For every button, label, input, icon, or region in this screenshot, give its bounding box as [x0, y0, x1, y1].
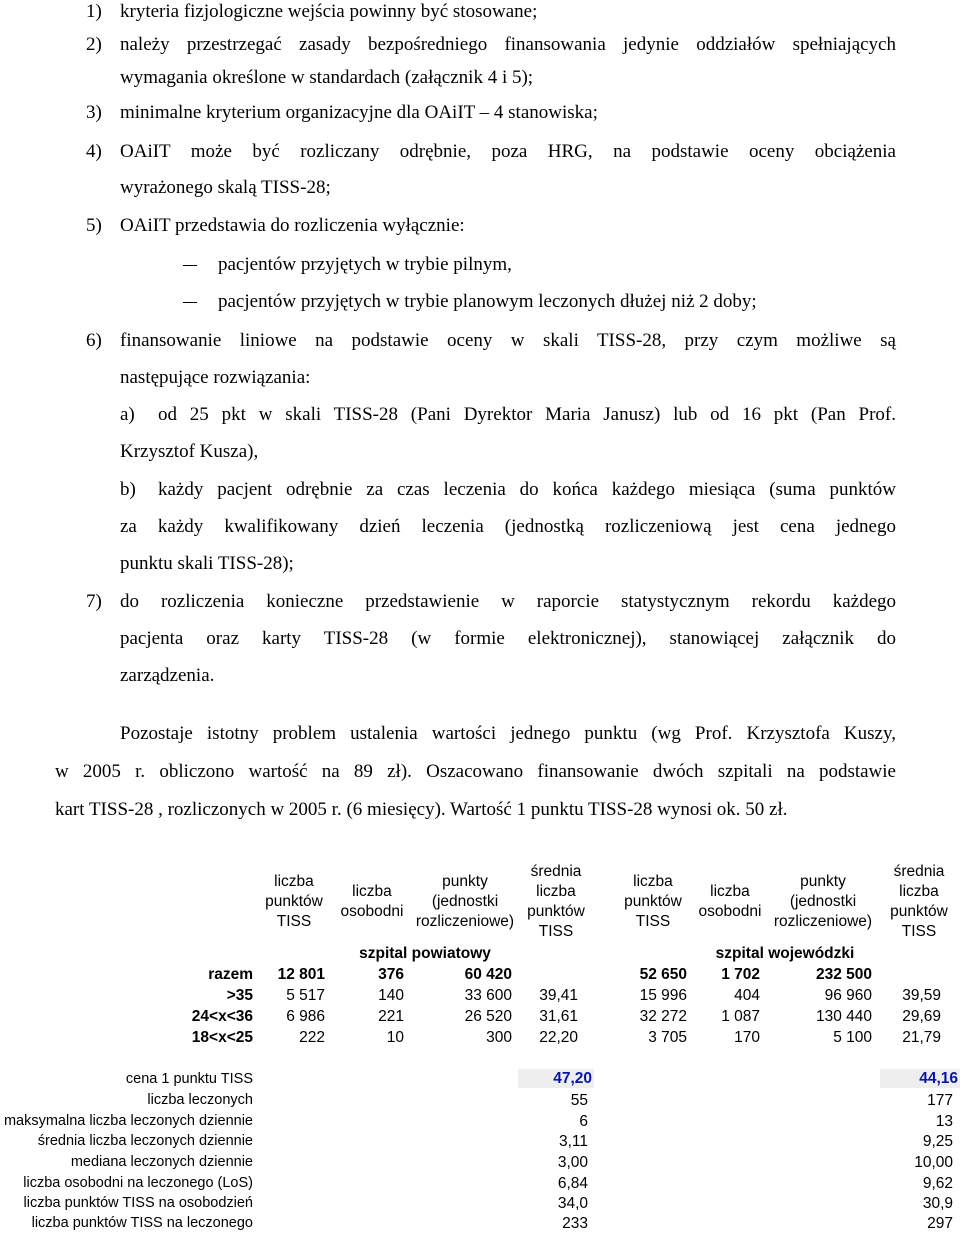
item-number: 4)	[86, 141, 102, 162]
stat-value: 3,00	[557, 1154, 588, 1171]
cell: 232 500	[815, 966, 872, 983]
item-text: następujące rozwiązania:	[120, 367, 311, 388]
sub-item-text: punktu skali TISS-28);	[120, 553, 294, 574]
stat-label: liczba punktów TISS na leczonego	[31, 1215, 253, 1231]
header-line: osobodni	[340, 903, 404, 920]
header-liczba-osobodni	[690, 882, 770, 922]
item-text: zarządzenia.	[120, 665, 215, 686]
cell: 1 702	[721, 966, 760, 983]
header-line: liczba	[352, 883, 392, 900]
cell: 376	[378, 966, 404, 983]
sub-item-text: Krzysztof Kusza),	[120, 441, 259, 462]
cell: 15 996	[639, 987, 687, 1004]
cell: 22,20	[539, 1029, 578, 1046]
item-number: 7)	[86, 591, 102, 612]
stat-value: 9,62	[922, 1175, 953, 1192]
header-line: osobodni	[698, 903, 762, 920]
cell: 170	[734, 1029, 760, 1046]
header-line: liczba	[633, 873, 673, 890]
cell: 26 520	[464, 1008, 512, 1025]
header-liczba-osobodni	[332, 882, 412, 922]
cell: 10	[386, 1029, 404, 1046]
sub-item-text: każdy pacjent odrębnie za czas leczenia do końca każdego miesiąca (suma punktów	[158, 479, 896, 500]
header-line: rozliczeniowe)	[415, 913, 515, 930]
stat-value: 3,11	[558, 1133, 588, 1150]
cell: 1 087	[721, 1008, 760, 1025]
item-number: 2)	[86, 34, 102, 55]
header-line: średnia	[530, 863, 582, 880]
item-number: 6)	[86, 330, 102, 351]
stat-value: 34,0	[557, 1195, 588, 1212]
stat-value-highlight: 44,16	[880, 1069, 960, 1088]
sub-item-label: b)	[120, 479, 136, 500]
paragraph-text: Pozostaje istotny problem ustalenia wartości jednego punktu (wg Prof. Krzysztofa Kuszy,	[120, 723, 896, 744]
item-number: 5)	[86, 215, 102, 236]
stat-value: 6	[579, 1113, 588, 1130]
item-text: OAiIT przedstawia do rozliczenia wyłącznie:	[120, 215, 465, 236]
header-punkty	[410, 872, 520, 932]
cell: 222	[299, 1029, 325, 1046]
stat-value-highlight: 47,20	[518, 1069, 594, 1088]
cell: 140	[378, 987, 404, 1004]
item-text: kryteria fizjologiczne wejścia powinny być stosowane;	[120, 1, 538, 22]
stat-value: 177	[927, 1092, 953, 1109]
paragraph-text: w 2005 r. obliczono wartość na 89 zł). Oszacowano finansowanie dwóch szpitali na podstawie	[55, 761, 896, 782]
header-line: TISS	[901, 923, 937, 940]
item-text: finansowanie liniowe na podstawie oceny w skali TISS-28, przy czym możliwe są	[120, 330, 896, 351]
cell: 32 272	[639, 1008, 687, 1025]
header-line: rozliczeniowe)	[773, 913, 873, 930]
stat-value: 30,9	[922, 1195, 953, 1212]
sub-item-text: za każdy kwalifikowany dzień leczenia (jednostką rozliczeniową jest cena jednego	[120, 516, 896, 537]
sub-item-text: od 25 pkt w skali TISS-28 (Pani Dyrektor Maria Janusz) lub od 16 pkt (Pan Prof.	[158, 404, 896, 425]
header-line: punkty	[442, 873, 488, 890]
header-srednia-liczba-punktow	[880, 862, 958, 942]
item-text: minimalne kryterium organizacyjne dla OAiIT – 4 stanowiska;	[120, 102, 598, 123]
cell: 21,79	[902, 1029, 941, 1046]
stat-label: maksymalna liczba leczonych dziennie	[3, 1113, 253, 1129]
header-line: liczba	[536, 883, 576, 900]
item-text: należy przestrzegać zasady bezpośredniego finansowania jedynie oddziałów spełniających	[120, 34, 896, 55]
cell: 96 960	[824, 987, 872, 1004]
cell: 39,59	[902, 987, 941, 1004]
row-label: >35	[226, 987, 253, 1004]
cell: 300	[486, 1029, 512, 1046]
header-line: liczba	[710, 883, 750, 900]
stat-value: 9,25	[922, 1133, 953, 1150]
cell: 221	[378, 1008, 404, 1025]
stat-label: cena 1 punktu TISS	[125, 1071, 253, 1087]
sub-item-label: a)	[120, 404, 135, 425]
stat-label: liczba punktów TISS na osobodzień	[23, 1195, 253, 1211]
stat-label: liczba osobodni na leczonego (LoS)	[23, 1175, 253, 1191]
header-line: (jednostki	[789, 893, 857, 910]
stat-value: 6,84	[557, 1175, 588, 1192]
cell: 29,69	[902, 1008, 941, 1025]
item-text: wymagania określone w standardach (załącznik 4 i 5);	[120, 67, 534, 88]
header-liczba-punktow-tiss	[613, 872, 693, 932]
stat-value: 13	[935, 1113, 953, 1130]
row-label: razem	[208, 966, 253, 983]
item-number: 1)	[86, 1, 102, 22]
cell: 31,61	[539, 1008, 578, 1025]
header-line: TISS	[538, 923, 574, 940]
cell: 404	[734, 987, 760, 1004]
dash-item-text: pacjentów przyjętych w trybie pilnym,	[218, 254, 512, 275]
cell: 39,41	[539, 987, 578, 1004]
item-text: pacjenta oraz karty TISS-28 (w formie elektronicznej), stanowiącej załącznik do	[120, 628, 896, 649]
cell: 5 100	[833, 1029, 872, 1046]
cell: 130 440	[815, 1008, 872, 1025]
header-punkty	[768, 872, 878, 932]
item-text: OAiIT może być rozliczany odrębnie, poza HRG, na podstawie oceny obciążenia	[120, 141, 896, 162]
stat-value: 233	[562, 1215, 588, 1232]
header-line: liczba	[899, 883, 939, 900]
cell: 33 600	[464, 987, 512, 1004]
header-line: (jednostki	[431, 893, 499, 910]
cell: 6 986	[286, 1008, 325, 1025]
header-line: średnia	[893, 863, 945, 880]
header-line: punkty	[800, 873, 846, 890]
group-label-szpital-wojewodzki: szpital wojewódzki	[715, 945, 855, 962]
header-line: liczba	[274, 873, 314, 890]
cell: 5 517	[286, 987, 325, 1004]
cell: 52 650	[639, 966, 687, 983]
header-line: TISS	[276, 913, 312, 930]
header-line: punktów	[265, 893, 323, 910]
stat-value: 297	[927, 1215, 953, 1232]
item-text: wyrażonego skalą TISS-28;	[120, 177, 331, 198]
item-text: do rozliczenia konieczne przedstawienie w raporcie statystycznym rekordu każdego	[120, 591, 896, 612]
stat-label: średnia liczba leczonych dziennie	[37, 1133, 253, 1149]
cell: 60 420	[464, 966, 512, 983]
paragraph-text: kart TISS-28 , rozliczonych w 2005 r. (6 miesięcy). Wartość 1 punktu TISS-28 wynosi ok. 50 zł.	[55, 799, 788, 820]
cell: 12 801	[277, 966, 325, 983]
header-line: TISS	[635, 913, 671, 930]
stat-label: mediana leczonych dziennie	[70, 1154, 253, 1170]
dash-item-text: pacjentów przyjętych w trybie planowym leczonych dłużej niż 2 doby;	[218, 291, 757, 312]
stat-value: 10,00	[914, 1154, 953, 1171]
row-label: 18<x<25	[191, 1029, 253, 1046]
stat-value: 55	[570, 1092, 588, 1109]
item-number: 3)	[86, 102, 102, 123]
row-label: 24<x<36	[191, 1008, 253, 1025]
header-srednia-liczba-punktow	[518, 862, 594, 942]
header-line: punktów	[624, 893, 682, 910]
header-line: punktów	[890, 903, 948, 920]
cell: 3 705	[648, 1029, 687, 1046]
header-liczba-punktow-tiss	[254, 872, 334, 932]
group-label-szpital-powiatowy: szpital powiatowy	[359, 945, 491, 962]
header-line: punktów	[527, 903, 585, 920]
stat-label: liczba leczonych	[147, 1092, 253, 1108]
